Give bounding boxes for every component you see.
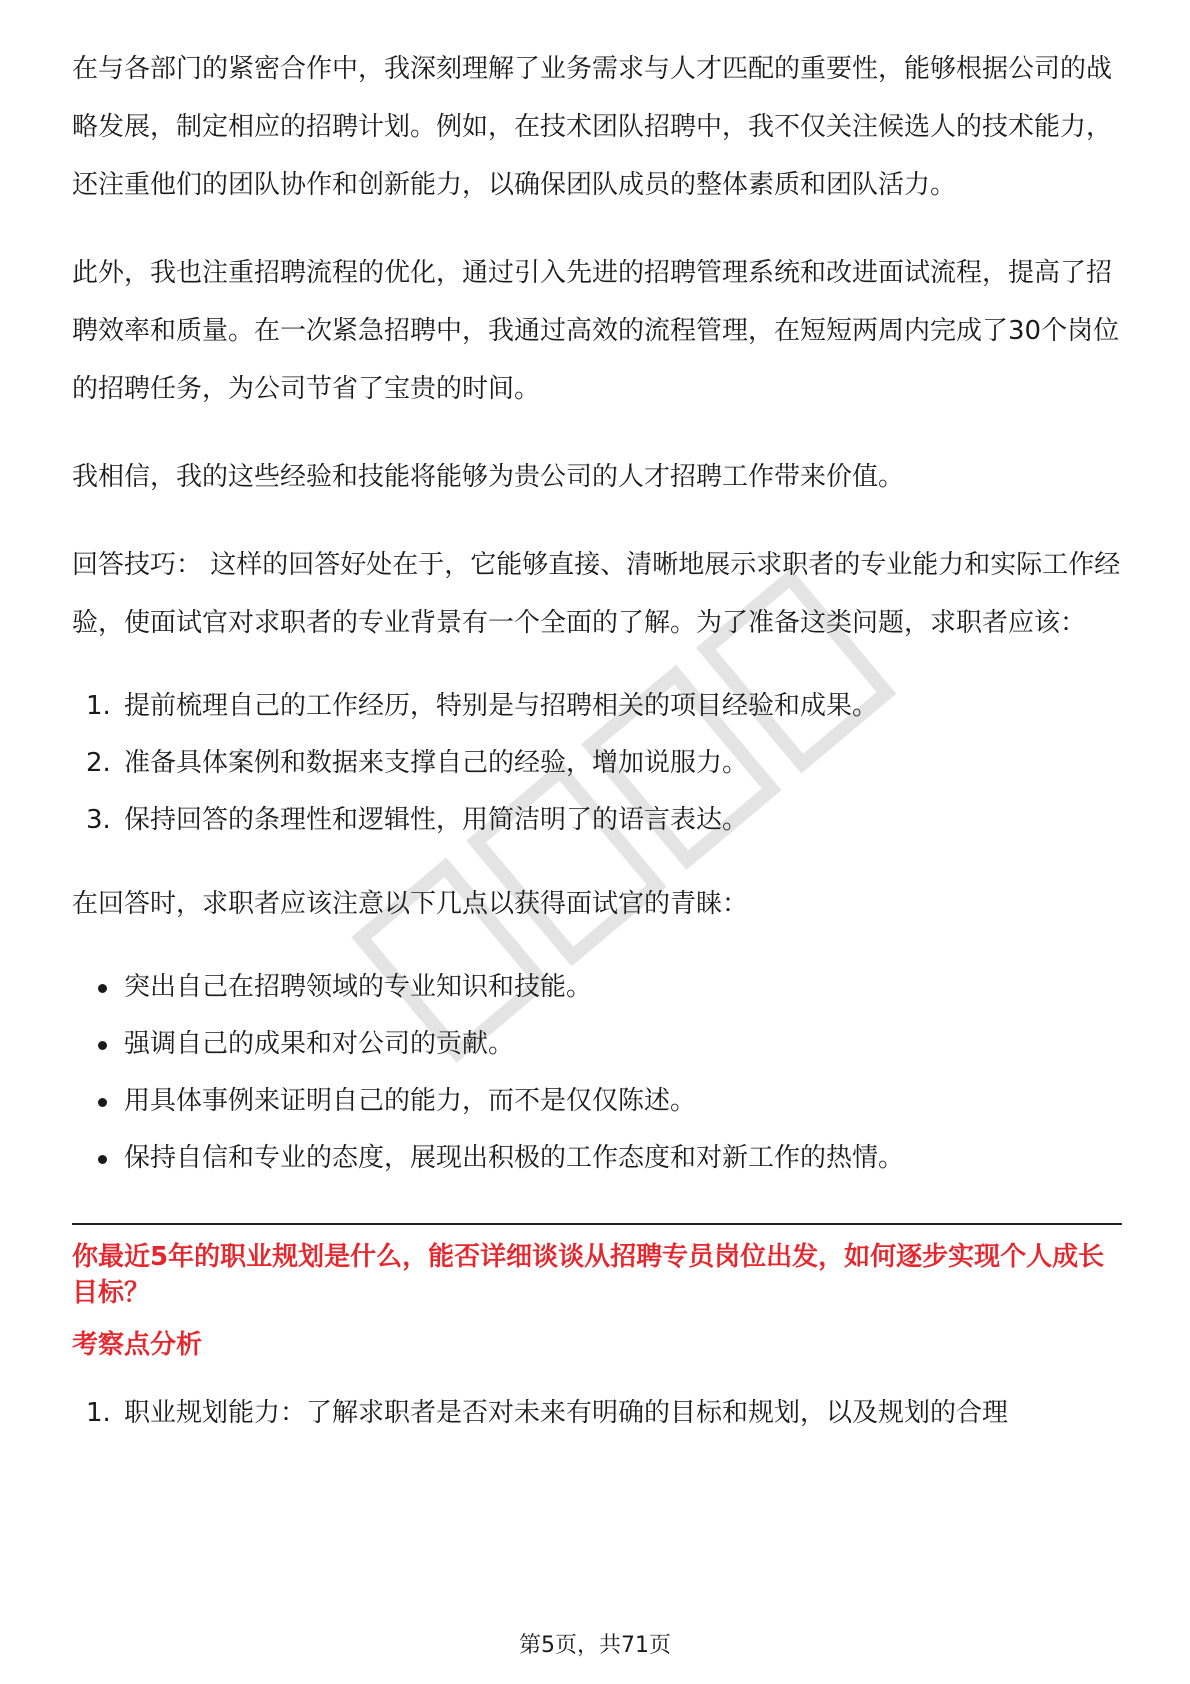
analysis-list — [72, 1385, 1122, 1442]
section-title: 考察点分析 — [72, 1330, 203, 1360]
list-number: 1. — [86, 691, 111, 721]
bullet-icon — [98, 984, 107, 993]
bullet-icon — [98, 1041, 107, 1050]
list-item — [72, 792, 1122, 849]
list-item — [72, 1073, 1122, 1130]
list-text: 职业规划能力：了解求职者是否对未来有明确的目标和规划，以及规划的合理 — [124, 1398, 1009, 1428]
page-footer: 第5页，共71页 — [519, 1633, 671, 1658]
question-heading: 你最近5年的职业规划是什么，能否详细谈谈从招聘专员岗位出发，如何逐步实现个人成长目标？ — [72, 1242, 1105, 1308]
list-text: 准备具体案例和数据来支撑自己的经验，增加说服力。 — [124, 748, 749, 778]
list-item — [72, 1016, 1122, 1073]
list-item — [72, 1385, 1122, 1442]
list-item — [72, 1130, 1122, 1187]
list-text: 用具体事例来证明自己的能力，而不是仅仅陈述。 — [124, 1086, 697, 1116]
tips-list — [72, 678, 1122, 849]
attention-list — [72, 959, 1122, 1187]
list-text: 突出自己在招聘领域的专业知识和技能。 — [124, 972, 593, 1002]
document-page — [72, 40, 1122, 1442]
list-text: 强调自己的成果和对公司的贡献。 — [124, 1029, 515, 1059]
paragraph: 我相信，我的这些经验和技能将能够为贵公司的人才招聘工作带来价值。 — [72, 462, 905, 492]
list-number: 3. — [86, 805, 111, 835]
bullet-icon — [98, 1155, 107, 1164]
list-text: 保持回答的条理性和逻辑性，用简洁明了的语言表达。 — [124, 805, 749, 835]
list-text: 提前梳理自己的工作经历，特别是与招聘相关的项目经验和成果。 — [124, 691, 879, 721]
list-item — [72, 735, 1122, 792]
paragraph: 在与各部门的紧密合作中，我深刻理解了业务需求与人才匹配的重要性，能够根据公司的战略发展，制定相应的招聘计划。例如，在技术团队招聘中，我不仅关注候选人的技术能力，还注重他们的团队协作和创新能力，以确保团队成员的整体素质和团队活力。 — [72, 54, 1113, 200]
list-item — [72, 959, 1122, 1016]
list-item — [72, 678, 1122, 735]
answer-tips-paragraph: 回答技巧： 这样的回答好处在于，它能够直接、清晰地展示求职者的专业能力和实际工作经验，使面试官对求职者的专业背景有一个全面的了解。为了准备这类问题，求职者应该： — [72, 550, 1121, 638]
list-text: 保持自信和专业的态度，展现出积极的工作态度和对新工作的热情。 — [124, 1143, 905, 1173]
attention-intro: 在回答时，求职者应该注意以下几点以获得面试官的青睐： — [72, 889, 749, 919]
list-number: 2. — [86, 748, 111, 778]
paragraph: 此外，我也注重招聘流程的优化，通过引入先进的招聘管理系统和改进面试流程，提高了招聘效率和质量。在一次紧急招聘中，我通过高效的流程管理，在短短两周内完成了30个岗位的招聘任务，为公司节省了宝贵的时间。 — [72, 258, 1120, 404]
list-number: 1. — [86, 1398, 111, 1428]
bullet-icon — [98, 1098, 107, 1107]
